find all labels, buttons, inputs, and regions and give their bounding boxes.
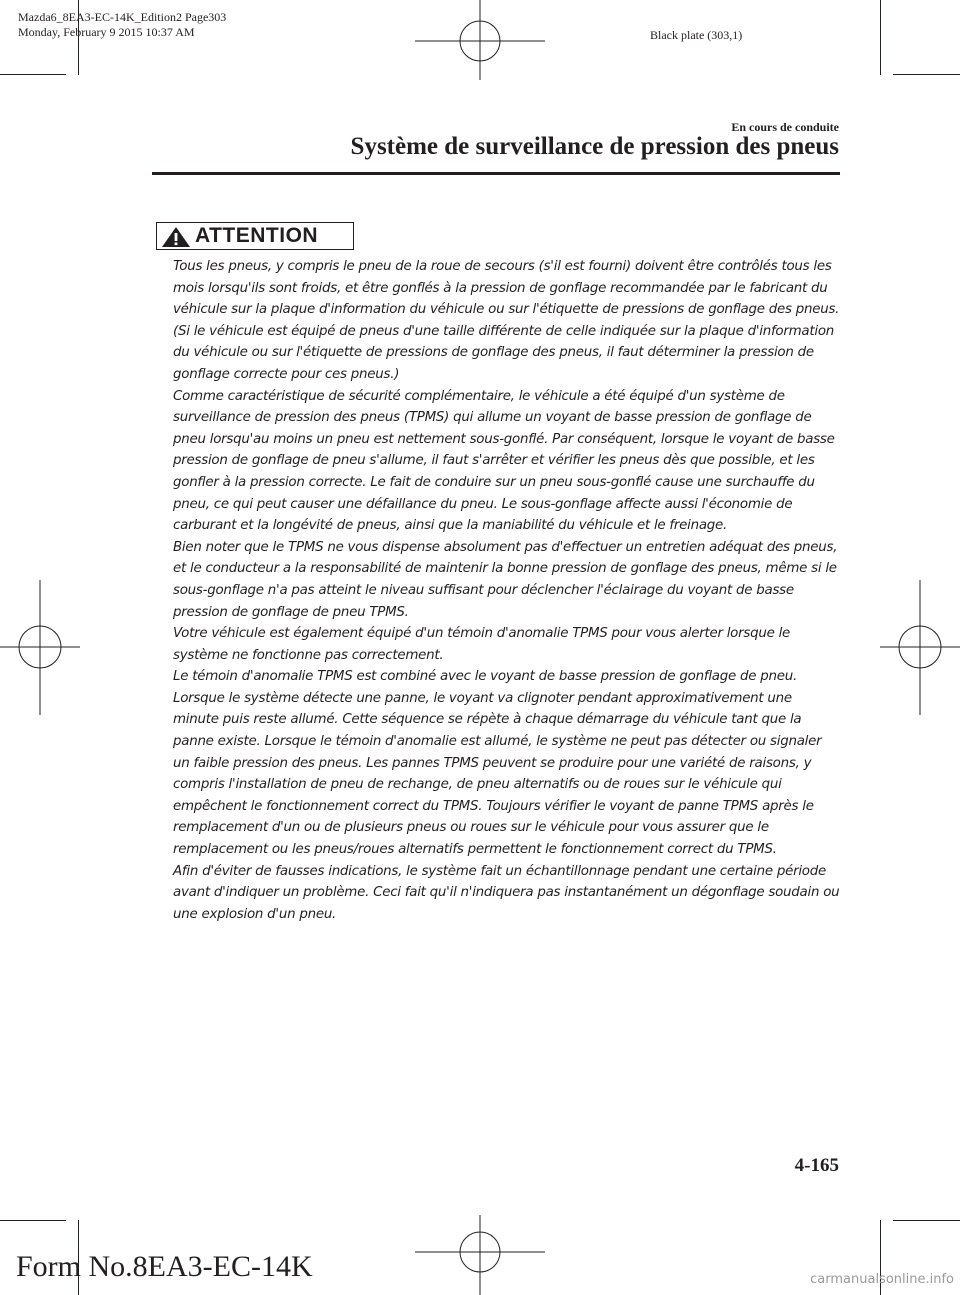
page-number: 4-165	[794, 1155, 839, 1176]
watermark: carmanualsonline.info	[810, 1272, 954, 1287]
registration-mark-top	[415, 0, 545, 80]
attention-paragraph: Le témoin d'anomalie TPMS est combiné avec le voyant de basse pression de gonflage de pneu. Lorsque le système détecte une panne, le voyant va clignoter pendant approximativement une minute puis reste allumé. Cette séquence se répète à chaque démarrage du véhicule tant que la panne existe. Lorsque le témoin d'anomalie est allumé, le système ne peut pas détecter ou signaler un faible pression des pneus. Les pannes TPMS peuvent se produire pour une variété de raisons, y compris l'installation de pneu de rechange, de pneu alternatifs ou de roues sur le véhicule qui empêchent le fonctionnement correct du TPMS. Toujours vérifier le voyant de panne TPMS après le remplacement d'un ou de plusieurs pneus ou roues sur le véhicule pour vous assurer que le remplacement ou les pneus/roues alternatifs permettent le fonctionnement correct du TPMS.	[173, 669, 822, 858]
plate-label: Black plate (303,1)	[650, 28, 743, 42]
registration-mark-bottom	[415, 1215, 545, 1295]
warning-triangle-icon	[161, 226, 191, 248]
registration-mark-right	[880, 580, 960, 715]
title-divider	[152, 172, 840, 175]
attention-paragraph: Comme caractéristique de sécurité complémentaire, le véhicule a été équipé d'un système de surveillance de pression des pneus (TPMS) qui allume un voyant de basse pression de gonflage de pneu lorsqu'au moins un pneu est nettement sous-gonflé. Par conséquent, lorsque le voyant de basse pression de gonflage de pneu s'allume, il faut s'arrêter et vérifier les pneus dès que possible, et les gonfler à la pression correcte. Le fait de conduire sur un pneu sous-gonflé cause une surchauffe du pneu, ce qui peut causer une défaillance du pneu. Le sous-gonflage affecte aussi l'économie de carburant et la longévité de pneus, ainsi que la maniabilité du véhicule et le freinage.	[173, 388, 835, 534]
print-metadata-file: Mazda6_8EA3-EC-14K_Edition2 Page303	[18, 10, 227, 24]
print-metadata-date: Monday, February 9 2015 10:37 AM	[18, 25, 195, 39]
registration-mark-left	[0, 580, 80, 715]
attention-box	[156, 222, 354, 250]
attention-paragraph: Tous les pneus, y compris le pneu de la roue de secours (s'il est fourni) doivent être contrôlés tous les mois lorsqu'ils sont froids, et être gonflés à la pression de gonflage recommandée par le fabricant du véhicule sur la plaque d'information du véhicule ou sur l'étiquette de pressions de gonflage des pneus. (Si le véhicule est équipé de pneus d'une taille différente de celle indiquée sur la plaque d'information du véhicule ou sur l'étiquette de pressions de gonflage des pneus, il faut déterminer la pression de gonflage correcte pour ces pneus.)	[173, 259, 840, 382]
print-metadata	[18, 10, 226, 40]
page-title: Système de surveillance de pression des pneus	[350, 133, 839, 160]
section-label: En cours de conduite	[731, 120, 839, 134]
form-number: Form No.8EA3-EC-14K	[16, 1250, 313, 1283]
attention-label: ATTENTION	[195, 224, 319, 247]
attention-paragraph: Votre véhicule est également équipé d'un témoin d'anomalie TPMS pour vous alerter lorsque le système ne fonctionne pas correctement.	[173, 626, 791, 663]
attention-text	[173, 256, 841, 925]
attention-paragraph: Afin d'éviter de fausses indications, le système fait un échantillonnage pendant une certaine période avant d'indiquer un problème. Ceci fait qu'il n'indiquera pas instantanément un dégonflage soudain ou une explosion d'un pneu.	[173, 863, 840, 922]
attention-paragraph: Bien noter que le TPMS ne vous dispense absolument pas d'effectuer un entretien adéquat des pneus, et le conducteur a la responsabilité de maintenir la bonne pression de gonflage des pneus, même si le sous-gonflage n'a pas atteint le niveau suffisant pour déclencher l'éclairage du voyant de basse pression de gonflage de pneu TPMS.	[173, 539, 838, 620]
